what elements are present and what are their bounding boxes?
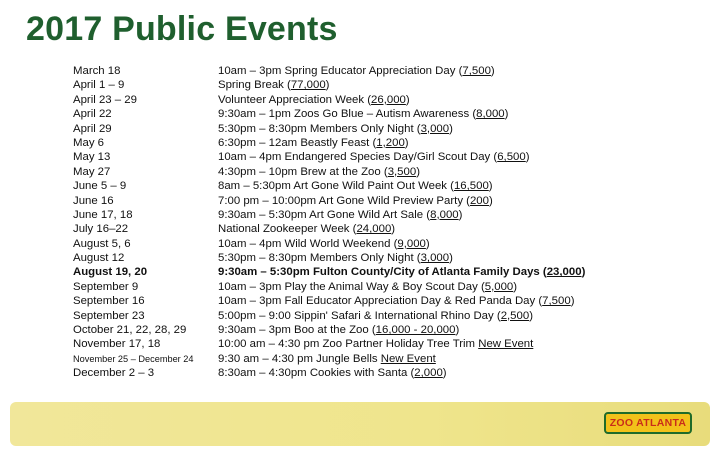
event-title: 9:30am – 5:30pm Fulton County/City of Atlanta Family Days ( (218, 266, 547, 279)
event-date: June 16 (73, 194, 114, 207)
event-description (218, 337, 698, 351)
event-title: Spring Break ( (218, 79, 291, 92)
event-date: September 9 (73, 280, 139, 293)
event-description (218, 194, 698, 208)
event-title: 9:30am – 3pm Boo at the Zoo ( (218, 324, 376, 337)
event-attendance: 23,000 (546, 266, 582, 279)
event-description (218, 251, 698, 265)
event-attendance: 7,500 (542, 295, 571, 308)
event-title: 10am – 3pm Play the Animal Way & Boy Scout Day ( (218, 280, 485, 293)
event-date: September 16 (73, 295, 145, 308)
event-attendance: 200 (469, 194, 489, 207)
event-title: 8:30am – 4:30pm Cookies with Santa ( (218, 367, 415, 380)
event-suffix: ) (581, 266, 586, 279)
event-title: 6:30pm – 12am Beastly Feast ( (218, 136, 377, 149)
event-date: May 13 (73, 151, 111, 164)
event-suffix: ) (404, 136, 409, 149)
event-date: March 18 (73, 65, 121, 77)
event-attendance: 77,000 (290, 79, 326, 92)
event-suffix: ) (513, 280, 518, 293)
event-suffix: ) (529, 309, 533, 322)
event-description (218, 136, 698, 150)
events-column (218, 64, 698, 381)
event-description (218, 237, 698, 251)
event-date: April 1 – 9 (73, 79, 125, 92)
event-description (218, 165, 698, 179)
event-description (218, 208, 698, 222)
event-attendance: 9,000 (397, 237, 426, 250)
event-date: April 23 – 29 (73, 93, 137, 106)
event-suffix: ) (525, 151, 530, 164)
event-date: May 27 (73, 165, 111, 178)
event-suffix: ) (570, 295, 575, 308)
event-date: November 25 – December 24 (73, 353, 194, 364)
event-attendance: 16,000 - 20,000 (375, 324, 456, 337)
dates-column (73, 64, 215, 381)
event-date: May 6 (73, 136, 105, 149)
event-title: 9:30am – 5:30pm Art Gone Wild Art Sale ( (218, 208, 431, 221)
event-attendance: 16,500 (453, 180, 489, 193)
event-description (218, 280, 698, 294)
event-date: August 19, 20 (73, 266, 148, 279)
event-attendance: 2,000 (414, 367, 443, 380)
event-suffix: ) (455, 324, 460, 337)
event-description (218, 294, 698, 308)
event-suffix: ) (488, 180, 493, 193)
event-date: April 22 (73, 108, 112, 121)
event-title: 5:00pm – 9:00 Sippin' Safari & International Rhino Day ( (218, 309, 501, 322)
event-title: 10am – 4pm Wild World Weekend ( (218, 237, 398, 250)
event-date: June 5 – 9 (73, 180, 127, 193)
event-description (218, 122, 698, 136)
event-attendance: 3,500 (387, 165, 417, 178)
event-date: December 2 – 3 (73, 367, 155, 380)
event-suffix: ) (504, 108, 509, 121)
zoo-atlanta-logo: ZOO ATLANTA (604, 412, 692, 434)
event-description (218, 222, 698, 236)
event-description (218, 150, 698, 164)
event-attendance: 2,500 (500, 309, 530, 322)
event-suffix: ) (488, 194, 493, 207)
event-date: July 16–22 (73, 223, 129, 236)
event-title: 8am – 5:30pm Art Gone Wild Paint Out Week ( (218, 180, 454, 193)
event-title: 10am – 3pm Spring Educator Appreciation Day ( (218, 65, 463, 77)
event-title: Volunteer Appreciation Week ( (218, 93, 372, 106)
event-title: 9:30 am – 4:30 pm Jungle Bells (218, 352, 381, 365)
event-attendance: 8,000 (476, 108, 505, 121)
event-date: April 29 (73, 122, 112, 135)
event-title: 9:30am – 1pm Zoos Go Blue – Autism Awareness ( (218, 108, 477, 121)
event-title: 5:30pm – 8:30pm Members Only Night ( (218, 252, 421, 265)
event-date: August 5, 6 (73, 237, 131, 250)
event-description (218, 323, 698, 337)
event-date: June 17, 18 (73, 208, 133, 221)
event-suffix: ) (442, 367, 447, 380)
event-title: 10am – 4pm Endangered Species Day/Girl Scout Day ( (218, 151, 498, 164)
event-attendance: 3,000 (420, 252, 450, 265)
event-description (218, 78, 698, 92)
event-attendance: 8,000 (430, 208, 459, 221)
event-title: 4:30pm – 10pm Brew at the Zoo ( (218, 165, 388, 178)
event-suffix: ) (405, 93, 410, 106)
event-title: 10:00 am – 4:30 pm Zoo Partner Holiday Tree Trim (218, 338, 479, 351)
event-title: National Zookeeper Week ( (218, 223, 357, 236)
event-attendance: 24,000 (356, 223, 392, 236)
event-attendance: 26,000 (371, 93, 406, 106)
event-description (218, 93, 698, 107)
event-suffix: ) (449, 122, 453, 135)
event-date: October 21, 22, 28, 29 (73, 324, 187, 337)
event-suffix: ) (458, 208, 463, 221)
event-date: September 23 (73, 309, 145, 322)
event-suffix: ) (416, 165, 420, 178)
event-attendance: 5,000 (484, 280, 514, 293)
event-title: 10am – 3pm Fall Educator Appreciation Day & Red Panda Day ( (218, 295, 543, 308)
event-description (218, 352, 698, 366)
event-attendance: 7,500 (462, 65, 491, 77)
event-title: 7:00 pm – 10:00pm Art Gone Wild Preview Party ( (218, 194, 470, 207)
event-description (218, 107, 698, 121)
event-suffix: ) (490, 65, 495, 77)
event-date: November 17, 18 (73, 338, 161, 351)
event-description (218, 265, 698, 279)
page-title: 2017 Public Events (26, 10, 338, 48)
event-date: August 12 (73, 252, 125, 265)
event-description (218, 64, 698, 78)
event-suffix: ) (325, 79, 330, 92)
event-attendance: 6,500 (497, 151, 526, 164)
event-suffix: ) (425, 237, 430, 250)
event-suffix: ) (449, 252, 453, 265)
event-attendance: 3,000 (420, 122, 450, 135)
event-attendance: 1,200 (376, 136, 405, 149)
event-description (218, 179, 698, 193)
event-description (218, 366, 698, 380)
event-attendance: New Event (380, 352, 436, 365)
event-attendance: New Event (478, 338, 534, 351)
event-suffix: ) (391, 223, 396, 236)
event-title: 5:30pm – 8:30pm Members Only Night ( (218, 122, 421, 135)
event-description (218, 309, 698, 323)
